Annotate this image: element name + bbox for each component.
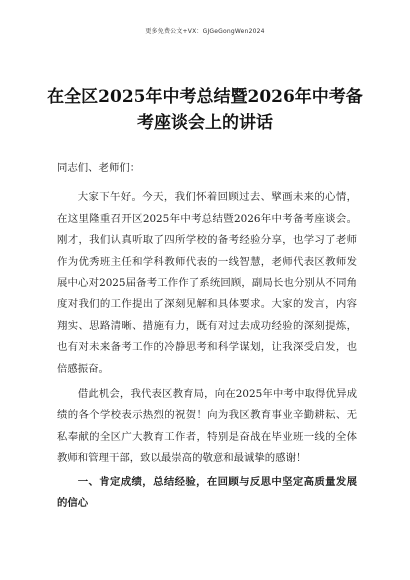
header-note: 更多免费公文+VX：GJGeGongWen2024: [145, 28, 265, 35]
salutation: 同志们、老师们：: [57, 162, 141, 174]
document-title: 在全区2025年中考总结暨2026年中考备考座谈会上的讲话: [47, 87, 363, 133]
paragraph-gratitude: 借此机会，我代表区教育局，向在2025年中考中取得优异成绩的各个学校表示热烈的祝贺！向为我区教育事业辛勤耕耘、无私奉献的全区广大教育工作者，特别是奋战在毕业班一线的全体教师和管理干部，致以最崇高的敬意和最诚挚的感谢！: [57, 388, 357, 465]
document-body: [57, 158, 357, 515]
paragraph-opening: 大家下午好。今天，我们怀着回顾过去、擘画未来的心情，在这里隆重召开区2025年中考总结暨2026年中考备考座谈会。刚才，我们认真听取了四所学校的备考经验分享，也学习了老师作为优秀班主任和学科教师代表的一线智慧，老师代表区教师发展中心对2025届备考工作作了系统回顾，副局长也分别从不同角度对我们的工作提出了深刻见解和具体要求。大家的发言，内容翔实、思路清晰、措施有力，既有对过去成功经验的深刻提炼，也有对未来备考工作的冷静思考和科学谋划，让我深受启发，也倍感振奋。: [57, 191, 357, 375]
section-heading: 一、肯定成绩，总结经验，在回顾与反思中坚定高质量发展的信心: [57, 475, 357, 510]
